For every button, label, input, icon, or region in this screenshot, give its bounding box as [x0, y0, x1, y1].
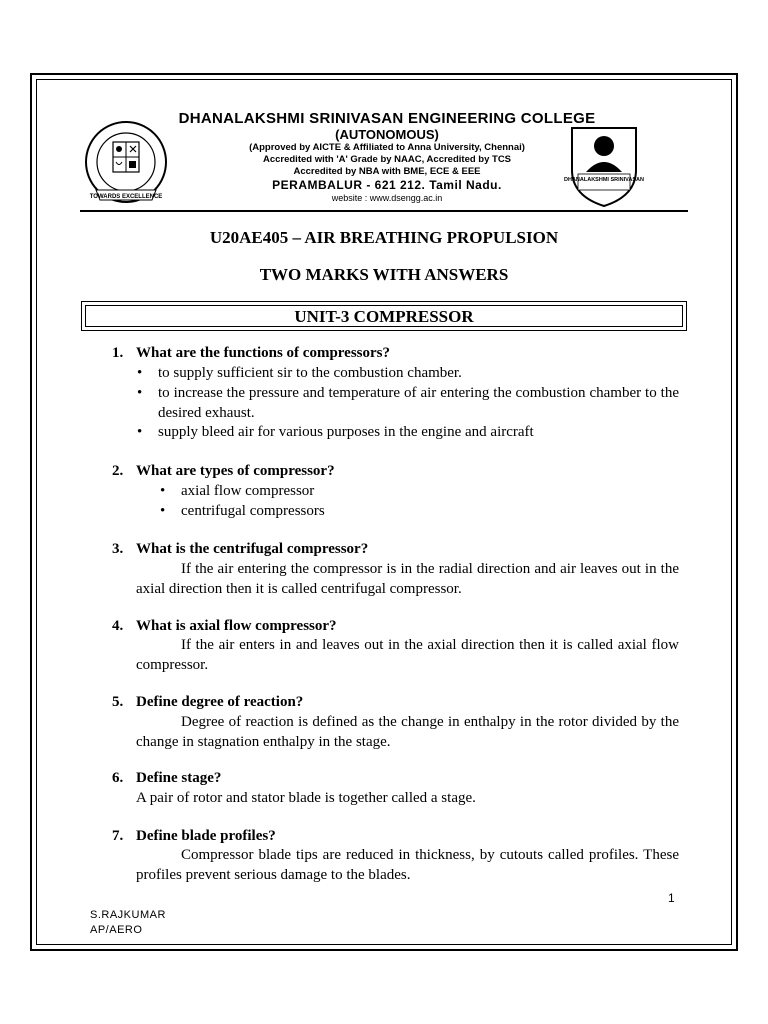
unit-title-box [81, 301, 687, 331]
question-4 [112, 617, 682, 637]
list-item-text: axial flow compressor [181, 483, 315, 499]
question-text: What are types of compressor? [136, 463, 335, 479]
bullet-icon: • [137, 424, 143, 440]
answer-5: Degree of reaction is defined as the change in enthalpy in the rotor divided by the change in stagnation enthalpy in the stage. [136, 714, 679, 750]
answer-6: A pair of rotor and stator blade is together called a stage. [136, 790, 476, 806]
list-item [137, 423, 679, 443]
question-7 [112, 827, 682, 847]
question-number: 5. [112, 694, 124, 710]
college-website: website : www.dsengg.ac.in [331, 193, 443, 203]
footer-author: S.RAJKUMAR [90, 909, 166, 921]
answer-3: If the air entering the compressor is in the radial direction and air leaves out in the axial direction then it is called centrifugal compressor. [136, 561, 679, 597]
list-item [137, 364, 679, 384]
bullet-icon: • [137, 385, 143, 401]
course-title: U20AE405 – AIR BREATHING PROPULSION [209, 228, 559, 247]
college-header [80, 110, 688, 212]
list-item [160, 502, 660, 522]
page-footer [90, 908, 166, 938]
question-2 [112, 462, 682, 482]
document-subtitle: TWO MARKS WITH ANSWERS [259, 265, 509, 284]
answer-4: If the air enters in and leaves out in the axial direction then it is called axial flow compressor. [136, 637, 679, 673]
founder-shield-logo [564, 120, 644, 208]
list-item-text: to supply sufficient sir to the combustion chamber. [158, 365, 462, 381]
question-number: 7. [112, 828, 124, 844]
approval-line: (Approved by AICTE & Affiliated to Anna University, Chennai) [249, 142, 525, 153]
unit-title: UNIT-3 COMPRESSOR [85, 305, 683, 327]
left-logo-text: TOWARDS EXCELLENCE [89, 194, 163, 200]
bullet-icon: • [137, 365, 143, 381]
bullet-icon: • [160, 483, 166, 499]
accreditation-line-2: Accredited by NBA with BME, ECE & EEE [293, 166, 481, 177]
question-number: 3. [112, 541, 124, 557]
college-location: PERAMBALUR - 621 212. Tamil Nadu. [272, 178, 502, 192]
college-name: DHANALAKSHMI SRINIVASAN ENGINEERING COLLEGE [178, 110, 596, 127]
accreditation-line-1: Accredited with 'A' Grade by NAAC, Accredited by TCS [262, 154, 512, 165]
college-emblem-logo [82, 120, 170, 206]
right-logo-text: DHANALAKSHMI SRINIVASAN [564, 177, 644, 183]
bullet-icon: • [160, 503, 166, 519]
question-text: Define degree of reaction? [136, 694, 304, 710]
question-text: What are the functions of compressors? [136, 345, 391, 361]
question-1 [112, 344, 682, 364]
question-number: 6. [112, 770, 124, 786]
question-6 [112, 769, 682, 789]
question-5 [112, 693, 682, 713]
autonomous-label: (AUTONOMOUS) [335, 127, 439, 142]
list-item [137, 384, 679, 423]
list-item-text: to increase the pressure and temperature of air entering the combustion chamber to the desired exhaust. [158, 385, 679, 421]
page-number: 1 [668, 891, 675, 905]
question-number: 1. [112, 345, 124, 361]
list-item-text: supply bleed air for various purposes in the engine and aircraft [158, 424, 534, 440]
list-item-text: centrifugal compressors [181, 503, 325, 519]
question-text: Define stage? [136, 770, 222, 786]
college-header-text [160, 110, 614, 204]
question-number: 4. [112, 618, 124, 634]
list-item [160, 482, 660, 502]
question-text: Define blade profiles? [136, 828, 276, 844]
question-3 [112, 540, 682, 560]
question-number: 2. [112, 463, 124, 479]
question-text: What is the centrifugal compressor? [136, 541, 369, 557]
question-text: What is axial flow compressor? [136, 618, 337, 634]
answer-7: Compressor blade tips are reduced in thickness, by cutouts called profiles. These profiles prevent serious damage to the blades. [136, 847, 679, 883]
footer-department: AP/AERO [90, 924, 143, 936]
